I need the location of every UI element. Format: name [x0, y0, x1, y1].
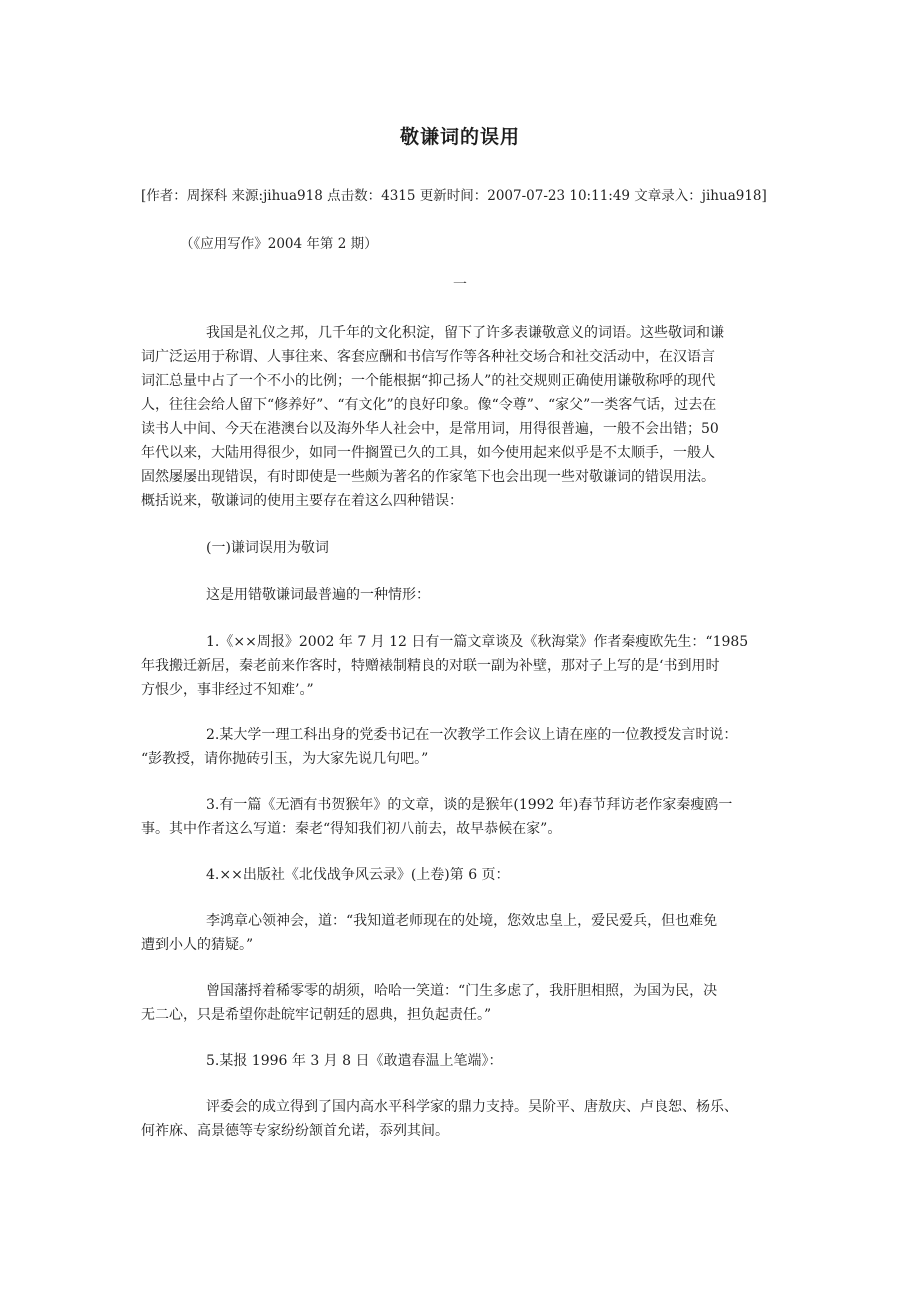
intro-line: 人，往往会给人留下“修养好”、“有文化”的良好印象。像“令尊”、“家父”一类客气话，过去在 [141, 397, 717, 413]
example-1-line: 年我搬迁新居，秦老前来作客时，特赠裱制精良的对联一副为补壁，那对子上写的是‘书到用时 [141, 658, 720, 674]
intro-line: 读书人中间、今天在港澳台以及海外华人社会中，是常用词，用得很普遍，一般不会出错；50 [141, 421, 719, 437]
quote-2-line: 曾国藩捋着稀零零的胡须，哈哈一笑道：“门生多虑了，我肝胆相照，为国为民，决 [206, 983, 718, 999]
quote-1-line: 遭到小人的猜疑。” [141, 937, 254, 953]
article-meta-line: [作者：周探科 来源:jihua918 点击数：4315 更新时间：2007-07-23 10:11:49 文章录入：jihua918] [141, 188, 767, 204]
intro-line: 年代以来，大陆用得很少，如同一件搁置已久的工具，如今使用起来似乎是不太顺手，一般人 [141, 445, 715, 461]
example-3-line: 3.有一篇《无酒有书贺猴年》的文章，谈的是猴年(1992 年)春节拜访老作家秦瘦鸥一 [206, 797, 733, 813]
intro-line: 固然屡屡出现错误，有时即使是一些颇为著名的作家笔下也会出现一些对敬谦词的错误用法。 [141, 469, 715, 485]
intro-line: 词广泛运用于称谓、人事往来、客套应酬和书信写作等各种社交场合和社交活动中，在汉语言 [141, 349, 715, 365]
intro-line: 我国是礼仪之邦，几千年的文化积淀，留下了许多表谦敬意义的词语。这些敬词和谦 [206, 325, 724, 341]
example-2-line: “彭教授，请你抛砖引玉，为大家先说几句吧。” [141, 751, 429, 767]
example-4-line: 4.××出版社《北伐战争风云录》(上卷)第 6 页： [206, 867, 510, 883]
paragraph-lead: 这是用错敬谦词最普遍的一种情形： [206, 587, 430, 603]
section-heading: (一)谦词误用为敬词 [206, 540, 329, 556]
example-3-line: 事。其中作者这么写道：秦老“得知我们初八前去，故早恭候在家”。 [141, 821, 562, 837]
intro-line: 词汇总量中占了一个不小的比例；一个能根据“抑己扬人”的社交规则正确使用谦敬称呼的现代 [141, 373, 716, 389]
intro-line: 概括说来，敬谦词的使用主要存在着这么四种错误： [141, 493, 463, 509]
example-2-line: 2.某大学一理工科出身的党委书记在一次教学工作会议上请在座的一位教授发言时说： [206, 727, 738, 743]
quote-3-line: 何祚庥、高景德等专家纷纷颔首允诺，忝列其间。 [141, 1123, 449, 1139]
article-source: （《应用写作》2004 年第 2 期） [180, 236, 378, 252]
example-1-line: 方恨少，事非经过不知难’。” [141, 682, 314, 698]
article-title: 敬谦词的误用 [399, 126, 520, 148]
example-5-line: 5.某报 1996 年 3 月 8 日《敢遣春温上笔端》： [206, 1053, 503, 1069]
section-number: 一 [453, 277, 467, 293]
quote-2-line: 无二心，只是希望你赴皖牢记朝廷的恩典，担负起责任。” [141, 1007, 492, 1023]
example-1-line: 1.《××周报》2002 年 7 月 12 日有一篇文章谈及《秋海棠》作者秦瘦欧先生：“1985 [206, 634, 749, 650]
quote-1-line: 李鸿章心领神会，道：“我知道老师现在的处境，您效忠皇上，爱民爱兵，但也难免 [206, 913, 718, 929]
quote-3-line: 评委会的成立得到了国内高水平科学家的鼎力支持。吴阶平、唐敖庆、卢良恕、杨乐、 [206, 1099, 738, 1115]
